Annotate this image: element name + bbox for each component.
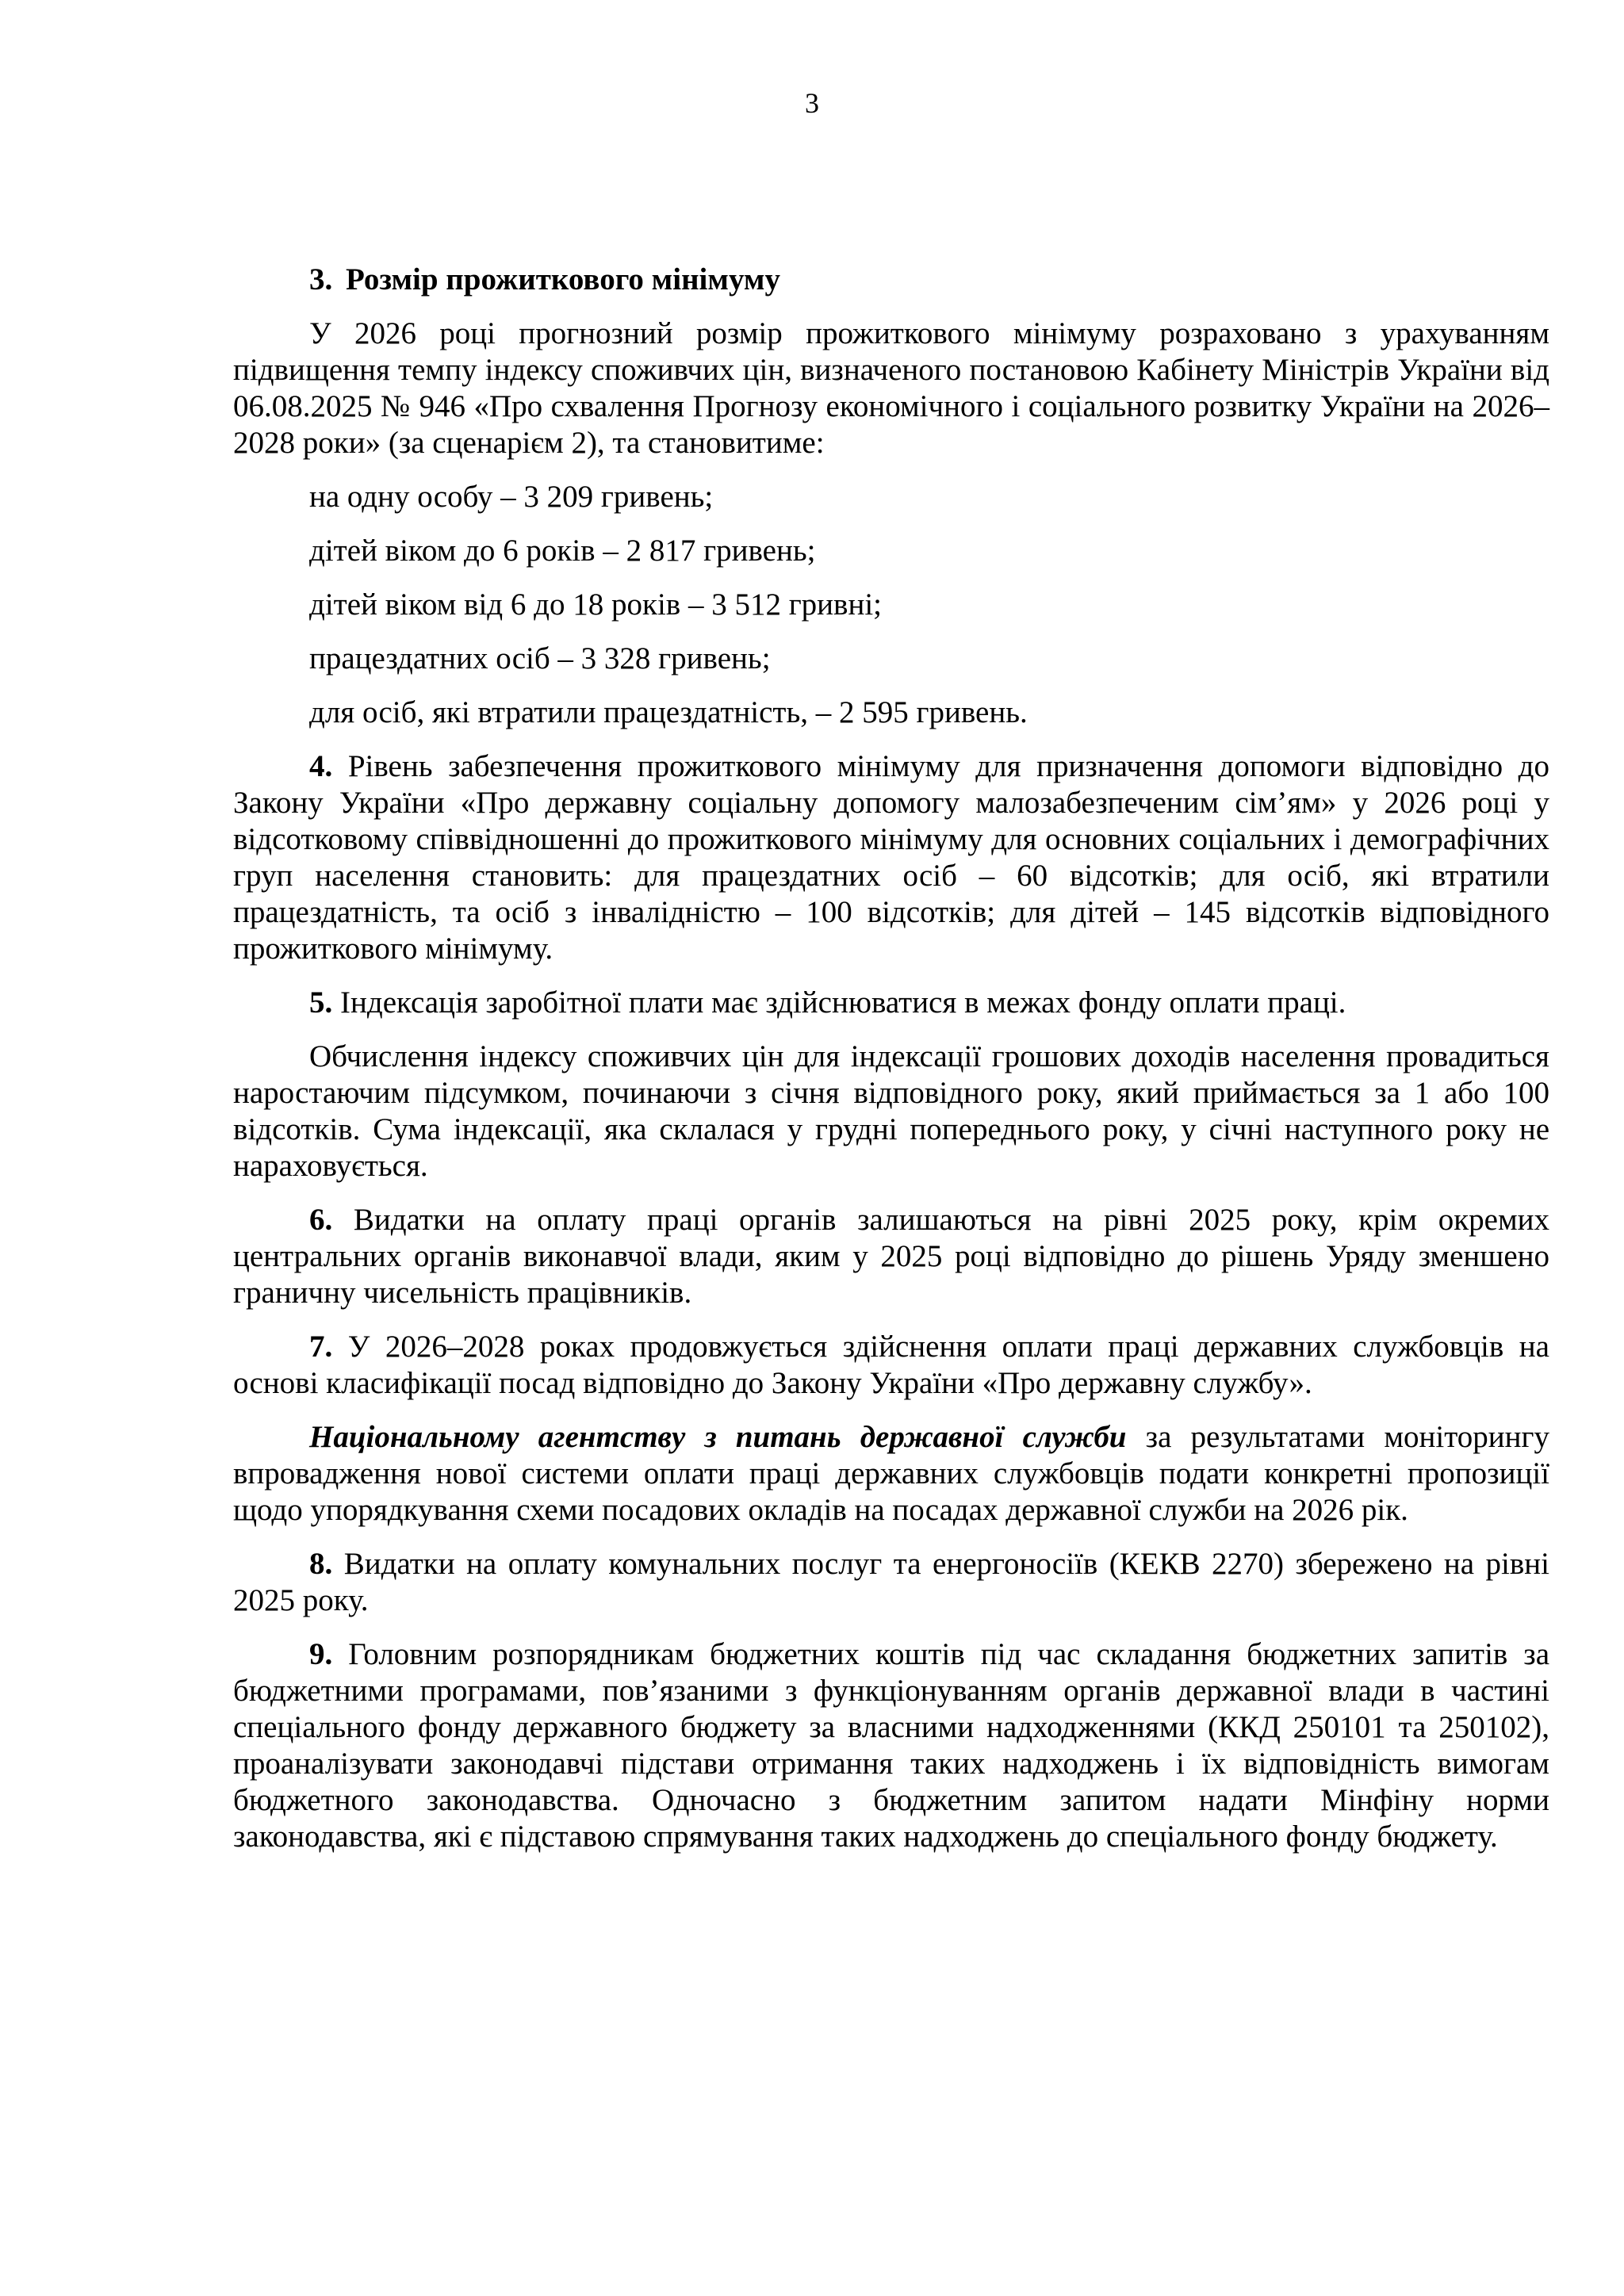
paragraph-7-continuation: [233, 1419, 1549, 1529]
paragraph-6-text: Видатки на оплату праці органів залишаються на рівні 2025 року, крім окремих центральних органів виконавчої влади, яким у 2025 році відповідно до рішень Уряду зменшено граничну чисельність працівників.: [233, 1203, 1549, 1310]
paragraph-7-number: 7.: [309, 1330, 333, 1364]
paragraph-7-text: У 2026–2028 роках продовжується здійснення оплати праці державних службовців на основі класифікації посад відповідно до Закону України «Про державну службу».: [233, 1330, 1549, 1400]
subsistence-minimum-list: [233, 479, 1549, 731]
document-body: [233, 262, 1549, 1855]
paragraph-4: [233, 748, 1549, 967]
paragraph-5: [233, 985, 1549, 1021]
paragraph-9-text: Головним розпорядникам бюджетних коштів під час складання бюджетних запитів за бюджетними програмами, пов’язаними з функціонуванням органів державної влади в частині спеціального фонду державного бюджету за власними надходженнями (ККД 250101 та 250102), проаналізувати законодавчі підстави отримання таких надходжень і їх відповідність вимогам бюджетного законодавства. Одночасно з бюджетним запитом надати Мінфіну норми законодавства, які є підставою спрямування таких надходжень до спеціального фонду бюджету.: [233, 1637, 1550, 1854]
page-number: 3: [805, 87, 819, 119]
paragraph-8-text: Видатки на оплату комунальних послуг та енергоносіїв (КЕКВ 2270) збережено на рівні 2025 року.: [233, 1547, 1550, 1617]
paragraph-6-number: 6.: [309, 1203, 333, 1237]
section-3-title: Розмір прожиткового мінімуму: [346, 262, 780, 297]
list-item: дітей віком до 6 років – 2 817 гривень;: [309, 534, 816, 568]
paragraph-9-number: 9.: [309, 1637, 333, 1671]
list-item: працездатних осіб – 3 328 гривень;: [309, 641, 771, 675]
section-3-intro: У 2026 році прогнозний розмір прожиткового мінімуму розраховано з урахуванням підвищення темпу індексу споживчих цін, визначеного постановою Кабінету Міністрів України від 06.08.2025 № 946 «Про схвалення Прогнозу економічного і соціального розвитку України на 2026–2028 роки» (за сценарієм 2), та становитиме:: [233, 316, 1549, 460]
paragraph-4-number: 4.: [309, 749, 333, 783]
paragraph-7: [233, 1329, 1549, 1402]
paragraph-5-number: 5.: [309, 985, 333, 1020]
paragraph-6: [233, 1202, 1549, 1311]
section-3-heading: [233, 262, 1549, 298]
paragraph-8-number: 8.: [309, 1547, 333, 1581]
list-item: для осіб, які втратили працездатність, – 2 595 гривень.: [309, 695, 1028, 729]
paragraph-5-continuation: Обчислення індексу споживчих цін для індексації грошових доходів населення провадиться наростаючим підсумком, починаючи з січня відповідного року, який приймається за 1 або 100 відсотків. Сума індексації, яка склалася у грудні попереднього року, у січні наступного року не нараховується.: [233, 1039, 1549, 1183]
paragraph-5-text: Індексація заробітної плати має здійснюватися в межах фонду оплати праці.: [340, 985, 1346, 1020]
agency-name: Національному агентству з питань державної служби: [309, 1420, 1127, 1454]
section-3-number: 3.: [309, 262, 333, 297]
list-item: дітей віком від 6 до 18 років – 3 512 гривні;: [309, 587, 883, 622]
paragraph-7-text2: за результатами моніторингу впровадження нової системи оплати праці державних службовців подати конкретні пропозиції щодо упорядкування схеми посадових окладів на посадах державної служби на 2026 рік.: [233, 1420, 1549, 1527]
list-item: на одну особу – 3 209 гривень;: [309, 480, 714, 514]
paragraph-8: [233, 1546, 1549, 1619]
paragraph-4-text: Рівень забезпечення прожиткового мінімуму для призначення допомоги відповідно до Закону України «Про державну соціальну допомогу малозабезпеченим сім’ям» у 2026 році у відсотковому співвідношенні до прожиткового мінімуму для основних соціальних і демографічних груп населення становить: для працездатних осіб – 60 відсотків; для осіб, які втратили працездатність, та осіб з інвалідністю – 100 відсотків; для дітей – 145 відсотків відповідного прожиткового мінімуму.: [233, 749, 1549, 966]
paragraph-9: [233, 1636, 1549, 1855]
